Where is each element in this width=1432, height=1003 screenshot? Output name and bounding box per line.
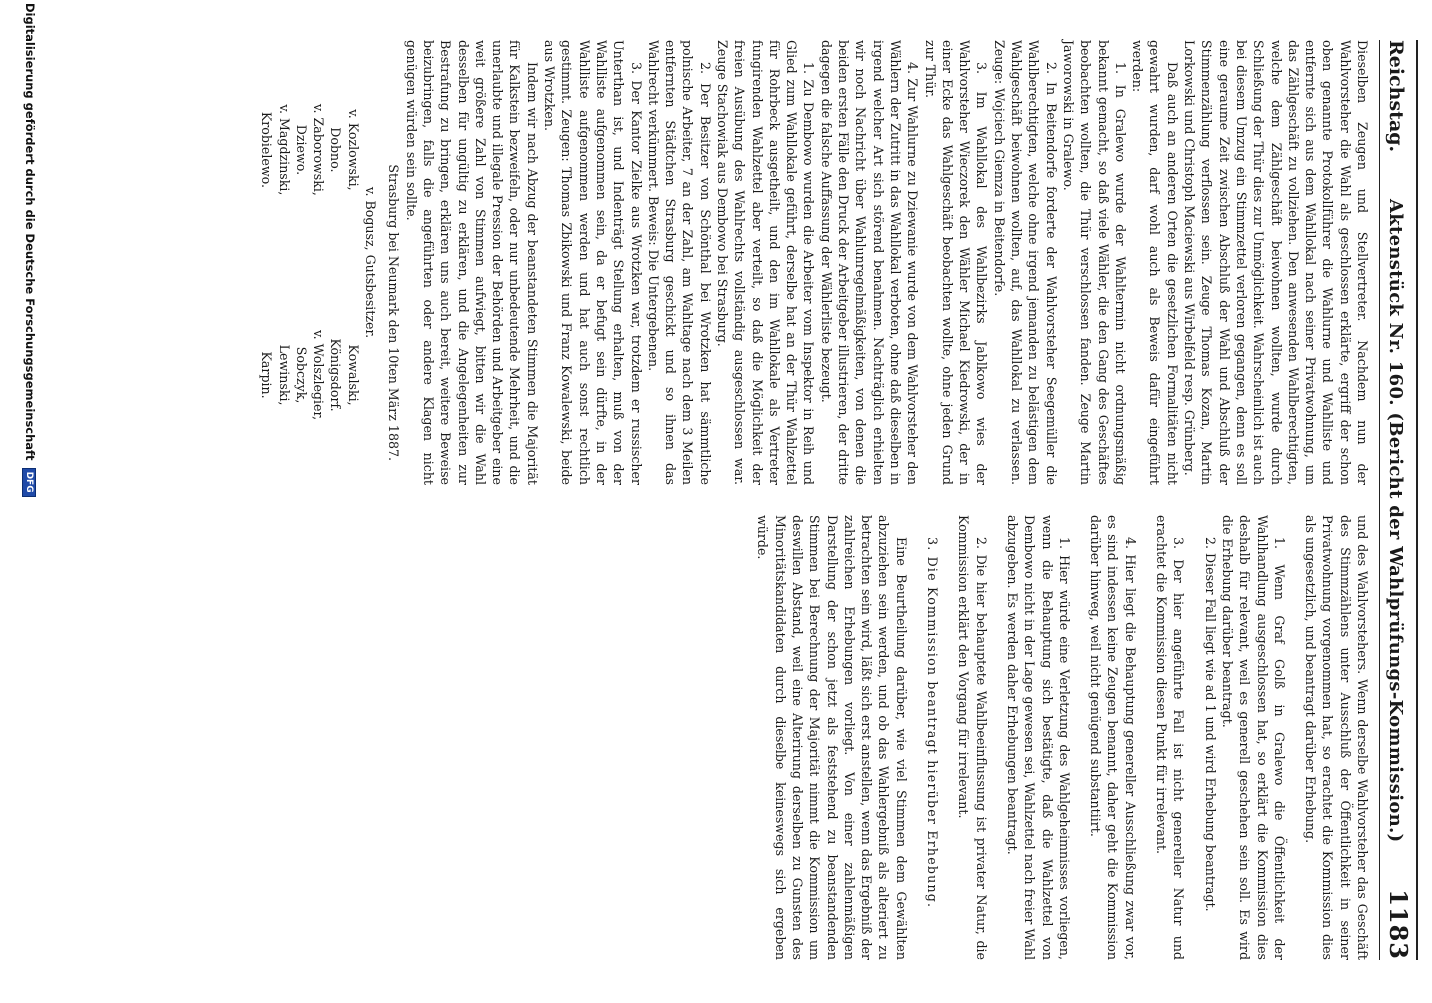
paragraph: 4. Hier liegt die Behauptung genereller Ausschließung zwar vor, es sind indessen keine Zeugen benannt, daher geht die Kommission darüber hinweg, weil nicht genügend substantiirt. xyxy=(1088,515,1138,960)
paragraph: 2. Die hier behauptete Wahlbeeinflussung ist privater Natur, die Kommission erklärt den Vorgang für irrelevant. xyxy=(956,515,989,960)
paragraph: Dieselben Zeugen und Stellvertreter. Nachdem nun der Wahlvorsteher die Wahl als geschlossen erklärte, ergriff der schon oben genannte Protokollführer die Wahlurne und Wahlliste und entfernte sich aus dem Wahllokal nach seiner Privatwohnung, um das Zählgeschäft zu vollziehen. Den anwesenden Wahlberechtigten, welche dem Zählgeschäft beiwohnen wollten, wurde durch Schließung der Thür dies zur Unmöglichkeit. Wahrscheinlich ist auch bei diesem Umzug ein Stimmzettel verloren gegangen, denn es soll eine geraume Zeit zwischen Abschluß der Wahl und Abschluß der Stimmenzählung verflossen sein. Zeuge Thomas Kozan, Martin Lorkowski und Christoph Maciewski aus Wirbelfeld resp. Grünberg. xyxy=(1182,40,1370,485)
paragraph: 4. Zur Wahlurne zu Dziewanie wurde von dem Wahlvorsteher den Wählern der Zutritt in das Wahllokal verboten, ohne daß dieselben in irgend welcher Art sich störend benahmen. Nachträglich erhielten wir noch Nachricht über Wahlunregelmäßigkeiten, von denen die beiden ersten Fälle den Druck der Arbeitgeber illustrieren, der dritte dagegen die falsche Auffassung der Wählerliste bezeugt. xyxy=(818,40,921,485)
signer-name: Lewinski, xyxy=(276,344,292,406)
signer-name: v. Wolszlegier, xyxy=(311,330,327,421)
paragraph: 3. Der hier angeführte Fall ist nicht genereller Natur und erachtet die Kommission diesen Punkt für irrelevant. xyxy=(1154,515,1187,960)
funding-note xyxy=(22,0,37,1003)
signer-place: Dziewo. xyxy=(293,124,309,176)
signer-name: Kowalski, xyxy=(345,344,361,406)
signer-name: v. Magdzinski, xyxy=(276,104,292,196)
funding-note-text: Digitalisierung gefördert durch die Deutsche Forschungsgemeinschaft xyxy=(23,3,37,461)
paragraph: 3. Der Kantor Zielke aus Wrotzken war, trotzdem er russischer Unterthan ist, und Indenträgt Stellung erhalten, muß von der Wahlliste aufgenommen sein, da er befugt sein dürfte, in der Wahlliste aufgenommen werden und hat auch sonst rechtlich gestimmt. Zeugen: Thomas Zbikowski und Franz Kowalewski, beide aus Wrotzken. xyxy=(542,40,644,485)
place-date: Strasburg bei Neumark den 10ten März 1887. xyxy=(386,164,402,461)
left-column xyxy=(258,40,1371,485)
header-title: Aktenstück Nr. 160. (Bericht der Wahlprüfungs-Kommission.) xyxy=(1385,198,1406,843)
text-columns xyxy=(258,40,1371,960)
paragraph: 1. Zu Dembowo wurden die Arbeiter vom Inspektor in Reih und Glied zum Wahllokale geführt, derselbe hat an der Thür Wahlzettel für Rohrbeck ausgetheilt, und den im Wahllokale als Vertreter fungirenden Wahlzettel aber verteilt, so daß die Möglichkeit der freien Ausübung des Wahlrechts vollständig ausgeschlossen war. Zeuge Stachowiak aus Dembowo bei Strasburg. xyxy=(715,40,817,485)
right-column xyxy=(258,515,1371,960)
signer-name: v. Zaborowski, xyxy=(311,103,327,196)
paragraph: 2. Der Besitzer von Schönthal bei Wrotzken hat sämmtliche polnische Arbeiter, 7 an der Zahl, am Wahltage nach dem 3 Meilen entfernten Städtchen Strasburg geschickt und so ihnen das Wahlrecht verkümmert. Beweis: Die Untergebenen. xyxy=(645,40,713,485)
paragraph: 3. Die Kommission beantragt hierüber Erhebung. xyxy=(925,537,941,909)
paragraph: 1. Hier würde eine Verletzung des Wahlgeheimnisses vorliegen, wenn die Behauptung sich bestätigte, daß die Wahlzettel von Dembowo nicht in der Lage gewesen sei, Wahlzettel nach freier Wahl abzugeben. Es werden daher Erhebungen beantragt. xyxy=(1004,515,1072,960)
signer-place: Krobielewo. xyxy=(259,111,275,188)
paragraph: 3. Im Wahllokal des Wahlbezirks Jablkowo wies der Wahlvorsteher Wieczorek den Wähler Michael Kiedrowski, der in einer Ecke das Wahlgeschäft beobachten wollte, ohne jeden Grund zur Thür. xyxy=(922,40,990,485)
paragraph: Eine Beurtheilung darüber, wie viel Stimmen dem Gewählten abzuziehen sein werden, und ob das Wahlergebniß als alteriert zu betrachten sein wird, läßt sich erst anstellen, wenn das Ergebniß der zahlreichen Erhebungen vorliegt. Von einer zahlenmäßigen Darstellung der schon jetzt als feststehend zu beanstandenden Stimmen bei Berechnung der Majorität nimmt die Kommission um deswillen Abstand, weil eine Alterirung derselben zu Gunsten des Minoritätskandidaten durch dieselbe keineswegs sich ergeben würde. xyxy=(755,515,909,960)
signer-place: Dobno. xyxy=(328,127,344,173)
signer-top: v. Bogusz, Gutsbesitzer. xyxy=(363,186,379,339)
paragraph: Indem wir nach Abzug der beanstandeten Stimmen die Majorität für Kalkstein bezweifeln, oder nur unbedeutende Mehrheit, und die unerlaubte und illegale Pression der Behörden und Arbeitgeber eine weit größere Zahl von Stimmen aufwiegt, bitten wir die Wahl desselben für ungültig zu erklären, und die Angelegenheiten zur Bestrafung zu bringen, erklären uns auch bereit, weitere Beweise beizubringen, falls die angeführten oder andere Klagen nicht genügen würden sein sollte. xyxy=(403,40,540,485)
paragraph: 1. Wenn Graf Golß in Gralewo die Öffentlichkeit der Wahlhandlung ausgeschlossen hat, so erklärt die Kommission dies deshalb für relevant, weil es generell geschehen sein soll. Es wird die Erhebung darüber beantragt. xyxy=(1219,515,1287,960)
top-rule xyxy=(1416,40,1418,960)
paragraph: 2. In Beitendorfe forderte der Wahlvorsteher Seegemüller die Wahlberechtigten, welche ohne irgend jemanden zu belästigen dem Wahlgeschäft beiwohnen wollten, auf, das Wahllokal zu verlassen. Zeuge: Wojciech Giemza in Beitendorfe. xyxy=(991,40,1059,485)
paragraph: 1. In Gralewo wurde der Wahltermin nicht ordnungsmäßig bekannt gemacht, so daß viele Wähler, die den Gang des Geschäftes beobachten wollten, die Thür verschlossen fanden. Zeuge Martin Jaworowski in Gralewo. xyxy=(1060,40,1128,485)
signatures xyxy=(258,40,379,485)
paragraph: und des Wahlvorstehers. Wenn derselbe Wahlvorsteher das Geschäft des Stimmzählens unter Ausschluß der Öffentlichkeit in seiner Privatwohnung vorgenommen hat, so erachtet die Kommission dies als ungesetzlich, und beantragt darüber Erhebung. xyxy=(1303,515,1370,960)
page-number: 1183 xyxy=(1384,889,1413,960)
signer-name: v. Kozlowski, xyxy=(345,109,361,191)
header-left: Reichstag. xyxy=(1385,40,1407,153)
signer-name: Sobczyk, xyxy=(293,346,309,404)
dfg-logo: DFG xyxy=(22,468,36,497)
paragraph: Daß auch an anderen Orten die gesetzlichen Formalitäten nicht gewahrt wurden, darf wohl auch als Beweis dafür eingeführt werden: xyxy=(1130,40,1180,485)
page-header xyxy=(1379,40,1413,960)
signer-place: Königsdorf. xyxy=(328,338,344,412)
paragraph: 2. Dieser Fall liegt wie ad 1 und wird Erhebung beantragt. xyxy=(1202,537,1218,912)
signer-place: Karpin. xyxy=(259,351,275,399)
